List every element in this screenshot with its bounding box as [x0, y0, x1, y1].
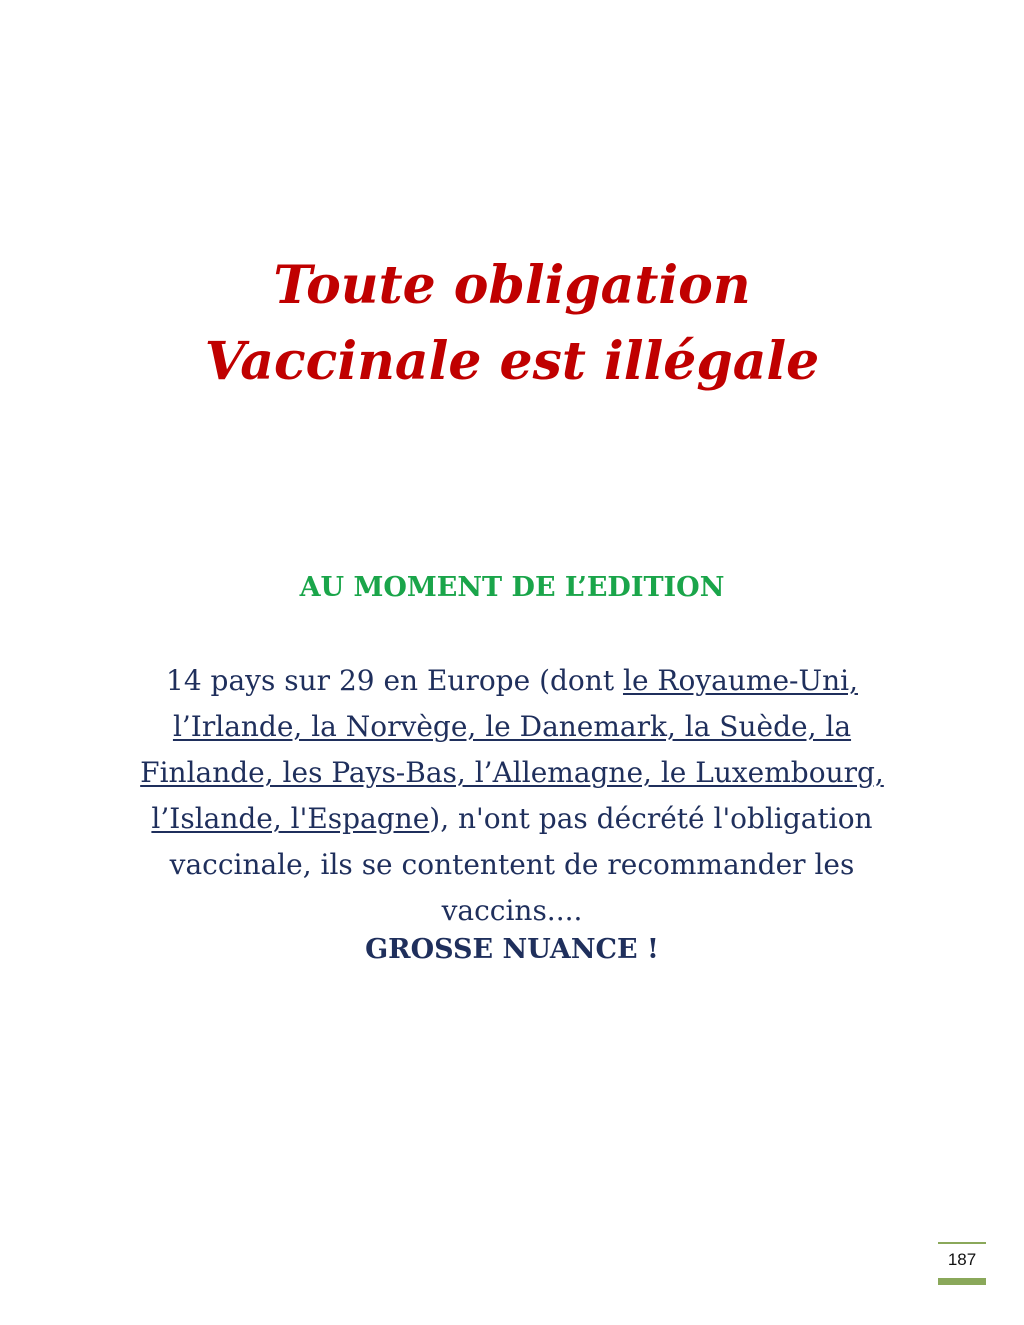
page-number: 187 [947, 1250, 977, 1269]
body-paragraph [110, 658, 914, 934]
page-number-top-rule [938, 1242, 986, 1244]
body-intro: 14 pays sur 29 en Europe (dont [166, 664, 623, 697]
title-line-1: Toute obligation [273, 255, 751, 316]
page-number-accent-bar [938, 1278, 986, 1285]
page-title [0, 248, 1024, 400]
section-subtitle: AU MOMENT DE L’EDITION [299, 572, 725, 603]
page-number-box [938, 1242, 986, 1286]
title-line-2: Vaccinale est illégale [204, 331, 820, 392]
country-list-link[interactable]: le Royaume-Uni, l’Irlande, la Norvège, le Danemark, la Suède, la Finlande, les Pays-Bas, l’Allemagne, le Luxembourg, l’Islande, l'Espagne [140, 664, 884, 835]
body-rest: ), n'ont pas décrété l'obligation vaccinale, ils se contentent de recommander les vaccins.... [169, 802, 873, 927]
emphasis-note: GROSSE NUANCE ! [365, 934, 659, 965]
